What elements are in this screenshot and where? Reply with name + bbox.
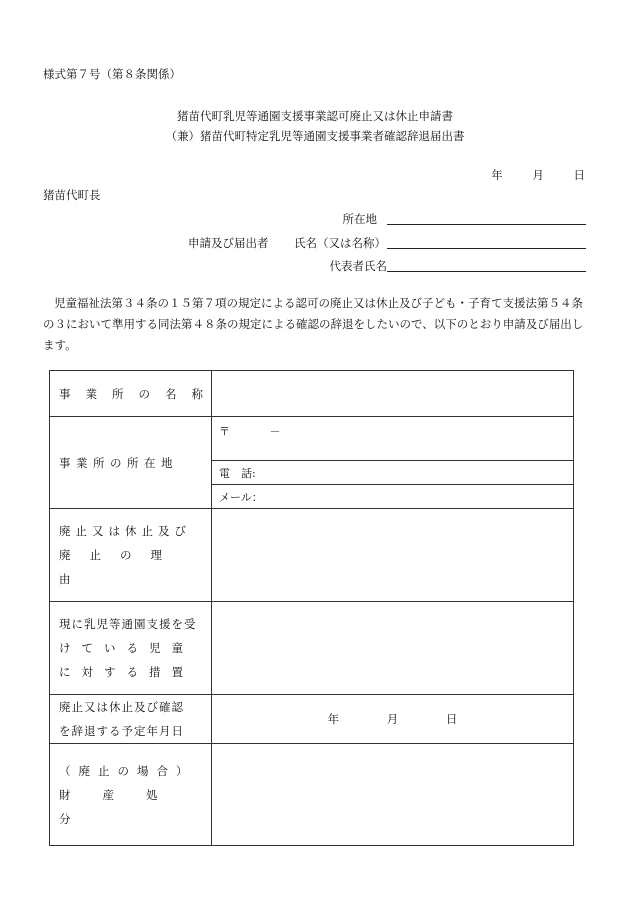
schedule-line-2: を辞退する予定年月日 <box>59 724 184 738</box>
location-label: 所在地 <box>342 212 377 226</box>
representative-label: 代表者氏名 <box>329 259 387 273</box>
date-line <box>465 167 585 183</box>
schedule-month: 月 <box>386 712 399 726</box>
reason-line-2: 廃止の理由 <box>59 548 181 586</box>
reason-field[interactable] <box>212 509 574 602</box>
property-line-1: （廃止の場合） <box>59 763 196 778</box>
postal-dash: － <box>269 425 281 438</box>
name-label: 氏名（又は名称） <box>294 236 386 250</box>
document-title: 猪苗代町乳児等通園支援事業認可廃止又は休止申請書 <box>177 109 453 123</box>
measures-line-1: 現に乳児等通園支援を受 <box>59 617 197 631</box>
schedule-line-1: 廃止又は休止及び確認 <box>59 700 184 714</box>
body-text: 児童福祉法第３４条の１５第７項の規定による認可の廃止又は休止及び子ども・子育て支援法第５４条の３において準用する同法第４８条の規定による確認の辞退をしたいので、以下のとおり申請及び届出します。 <box>43 296 584 352</box>
date-month: 月 <box>532 168 544 182</box>
name-field[interactable] <box>387 235 586 249</box>
phone-field[interactable] <box>212 461 574 485</box>
measures-line-3: に対する措置 <box>59 665 194 679</box>
reason-line-1: 廃止又は休止及び <box>59 524 191 538</box>
office-address-label <box>50 417 212 509</box>
location-field[interactable] <box>387 211 586 225</box>
document-subtitle: （兼）猪苗代町特定乳児等通園支援事業者確認辞退届出書 <box>165 129 465 143</box>
form-number: 様式第７号（第８条関係） <box>43 67 181 81</box>
office-address-text: 事業所の所在地 <box>59 455 178 470</box>
office-name-field[interactable] <box>212 371 574 417</box>
measures-label <box>50 602 212 695</box>
property-line-2: 財産処分 <box>59 787 190 826</box>
measures-line-2: けている児童 <box>59 641 194 655</box>
postal-mark: 〒 <box>219 425 230 438</box>
postal-field[interactable] <box>212 417 574 461</box>
schedule-field[interactable] <box>212 695 574 744</box>
schedule-label <box>50 695 212 744</box>
email-label: メール： <box>219 490 263 504</box>
property-label <box>50 744 212 846</box>
applicant-role: 申請及び届出者 <box>188 236 269 250</box>
representative-field[interactable] <box>387 258 586 272</box>
office-name-label <box>50 371 212 417</box>
email-field[interactable] <box>212 485 574 509</box>
office-name-text: 事 業 所 の 名 称 <box>59 386 203 401</box>
schedule-year: 年 <box>327 712 340 726</box>
addressee: 猪苗代町長 <box>43 188 101 202</box>
date-day: 日 <box>573 168 585 182</box>
measures-field[interactable] <box>212 602 574 695</box>
application-table <box>49 370 574 846</box>
reason-label <box>50 509 212 602</box>
date-year: 年 <box>491 168 503 182</box>
schedule-day: 日 <box>445 712 458 726</box>
property-field[interactable] <box>212 744 574 846</box>
phone-label: 電 話: <box>219 466 256 480</box>
